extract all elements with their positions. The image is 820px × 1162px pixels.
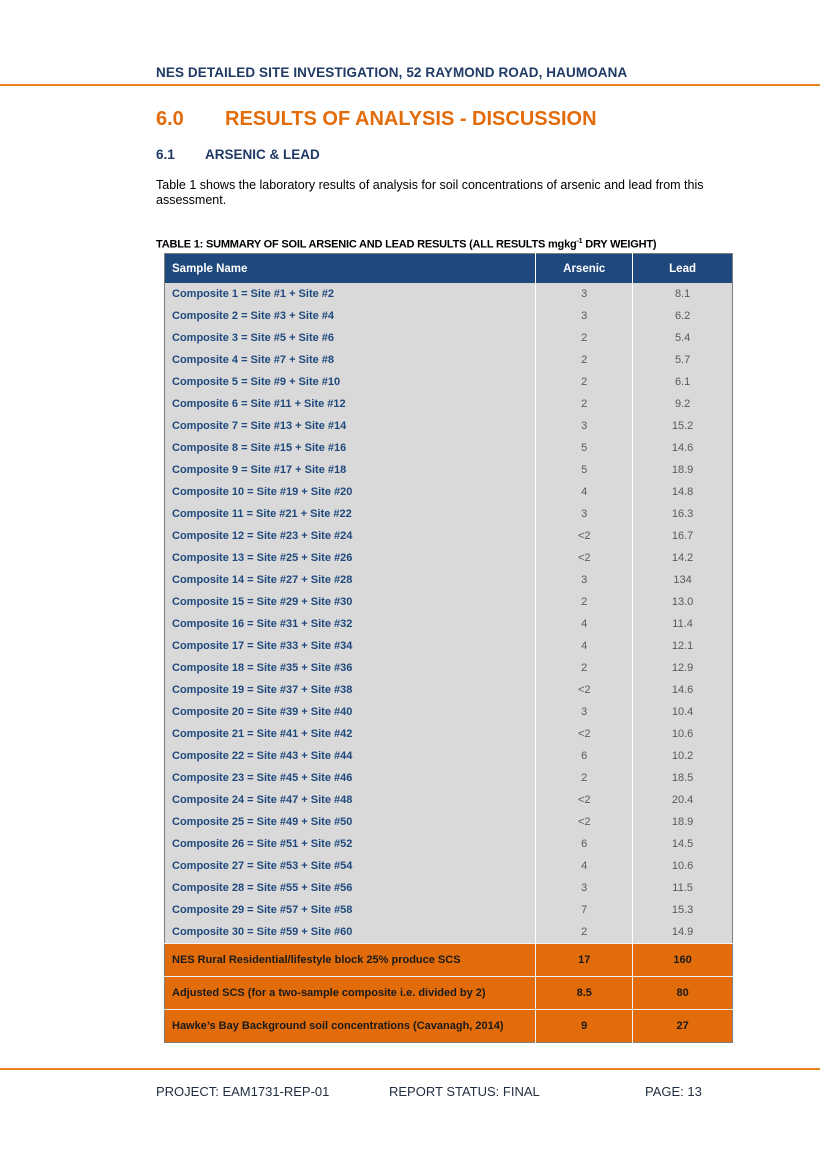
arsenic-cell: 4 — [536, 481, 633, 503]
caption-superscript: -1 — [576, 238, 583, 245]
arsenic-cell: 4 — [536, 855, 633, 877]
arsenic-cell: 3 — [536, 503, 633, 525]
arsenic-cell: 3 — [536, 701, 633, 723]
arsenic-cell: 2 — [536, 767, 633, 789]
table-row — [165, 723, 733, 745]
table-row — [165, 745, 733, 767]
sample-name-cell: Composite 11 = Site #21 + Site #22 — [165, 503, 536, 525]
sample-name-cell: Composite 16 = Site #31 + Site #32 — [165, 613, 536, 635]
arsenic-cell: 9 — [536, 1010, 633, 1043]
arsenic-cell: 2 — [536, 921, 633, 944]
lead-cell: 18.9 — [633, 459, 733, 481]
table-row — [165, 569, 733, 591]
arsenic-cell: <2 — [536, 525, 633, 547]
lead-cell: 20.4 — [633, 789, 733, 811]
arsenic-cell: <2 — [536, 723, 633, 745]
lead-cell: 5.4 — [633, 327, 733, 349]
lead-cell: 10.2 — [633, 745, 733, 767]
header-sample-name: Sample Name — [165, 254, 536, 284]
table-row — [165, 811, 733, 833]
table-row — [165, 349, 733, 371]
results-table — [164, 253, 733, 1043]
table-body — [165, 283, 733, 1043]
table-row — [165, 833, 733, 855]
arsenic-cell: 4 — [536, 635, 633, 657]
table-row — [165, 613, 733, 635]
sample-name-cell: Composite 30 = Site #59 + Site #60 — [165, 921, 536, 944]
lead-cell: 10.4 — [633, 701, 733, 723]
arsenic-cell: <2 — [536, 789, 633, 811]
lead-cell: 10.6 — [633, 855, 733, 877]
lead-cell: 14.2 — [633, 547, 733, 569]
lead-cell: 11.5 — [633, 877, 733, 899]
sample-name-cell: Composite 12 = Site #23 + Site #24 — [165, 525, 536, 547]
footer-project: PROJECT: EAM1731-REP-01 — [156, 1084, 330, 1099]
lead-cell: 14.6 — [633, 679, 733, 701]
sample-name-cell: Composite 29 = Site #57 + Site #58 — [165, 899, 536, 921]
arsenic-cell: 2 — [536, 657, 633, 679]
footer-report-status: REPORT STATUS: FINAL — [389, 1084, 540, 1099]
sample-name-cell: Composite 17 = Site #33 + Site #34 — [165, 635, 536, 657]
arsenic-cell: 3 — [536, 305, 633, 327]
footer-page-number: PAGE: 13 — [645, 1084, 702, 1099]
sample-name-cell: Composite 15 = Site #29 + Site #30 — [165, 591, 536, 613]
lead-cell: 16.7 — [633, 525, 733, 547]
arsenic-cell: 4 — [536, 613, 633, 635]
header-arsenic: Arsenic — [536, 254, 633, 284]
sample-name-cell: Composite 9 = Site #17 + Site #18 — [165, 459, 536, 481]
sample-name-cell: Composite 28 = Site #55 + Site #56 — [165, 877, 536, 899]
table-row — [165, 525, 733, 547]
table-row — [165, 437, 733, 459]
lead-cell: 9.2 — [633, 393, 733, 415]
table-header-row — [165, 254, 733, 284]
sample-name-cell: Composite 8 = Site #15 + Site #16 — [165, 437, 536, 459]
sample-name-cell: Adjusted SCS (for a two-sample composite i.e. divided by 2) — [165, 977, 536, 1010]
document-header: NES DETAILED SITE INVESTIGATION, 52 RAYMOND ROAD, HAUMOANA — [156, 65, 628, 80]
arsenic-cell: 5 — [536, 437, 633, 459]
arsenic-cell: 2 — [536, 393, 633, 415]
lead-cell: 18.9 — [633, 811, 733, 833]
arsenic-cell: 3 — [536, 569, 633, 591]
sample-name-cell: Composite 6 = Site #11 + Site #12 — [165, 393, 536, 415]
summary-row — [165, 1010, 733, 1043]
table-row — [165, 393, 733, 415]
table-row — [165, 459, 733, 481]
arsenic-cell: 2 — [536, 591, 633, 613]
table-row — [165, 679, 733, 701]
arsenic-cell: 17 — [536, 944, 633, 977]
table-row — [165, 767, 733, 789]
sample-name-cell: Composite 25 = Site #49 + Site #50 — [165, 811, 536, 833]
lead-cell: 10.6 — [633, 723, 733, 745]
arsenic-cell: 2 — [536, 349, 633, 371]
lead-cell: 12.1 — [633, 635, 733, 657]
lead-cell: 18.5 — [633, 767, 733, 789]
sample-name-cell: Composite 7 = Site #13 + Site #14 — [165, 415, 536, 437]
table-caption — [156, 238, 656, 251]
arsenic-cell: 8.5 — [536, 977, 633, 1010]
lead-cell: 134 — [633, 569, 733, 591]
arsenic-cell: <2 — [536, 547, 633, 569]
footer-divider — [0, 1068, 820, 1070]
sample-name-cell: Composite 1 = Site #1 + Site #2 — [165, 283, 536, 305]
sample-name-cell: Composite 24 = Site #47 + Site #48 — [165, 789, 536, 811]
sample-name-cell: Composite 13 = Site #25 + Site #26 — [165, 547, 536, 569]
arsenic-cell: 6 — [536, 833, 633, 855]
table-row — [165, 921, 733, 944]
arsenic-cell: 3 — [536, 283, 633, 305]
section-title: RESULTS OF ANALYSIS - DISCUSSION — [225, 108, 597, 130]
caption-text-end: DRY WEIGHT) — [582, 238, 657, 251]
lead-cell: 15.3 — [633, 899, 733, 921]
lead-cell: 6.2 — [633, 305, 733, 327]
lead-cell: 6.1 — [633, 371, 733, 393]
summary-row — [165, 977, 733, 1010]
sample-name-cell: Composite 10 = Site #19 + Site #20 — [165, 481, 536, 503]
arsenic-cell: 3 — [536, 415, 633, 437]
lead-cell: 14.6 — [633, 437, 733, 459]
lead-cell: 12.9 — [633, 657, 733, 679]
sample-name-cell: Composite 14 = Site #27 + Site #28 — [165, 569, 536, 591]
header-lead: Lead — [633, 254, 733, 284]
lead-cell: 16.3 — [633, 503, 733, 525]
subsection-number: 6.1 — [156, 147, 175, 162]
table-row — [165, 877, 733, 899]
lead-cell: 15.2 — [633, 415, 733, 437]
table-row — [165, 503, 733, 525]
table-row — [165, 701, 733, 723]
sample-name-cell: Composite 21 = Site #41 + Site #42 — [165, 723, 536, 745]
header-divider — [0, 84, 820, 86]
table-row — [165, 547, 733, 569]
lead-cell: 14.5 — [633, 833, 733, 855]
lead-cell: 11.4 — [633, 613, 733, 635]
arsenic-cell: 7 — [536, 899, 633, 921]
arsenic-cell: <2 — [536, 811, 633, 833]
arsenic-cell: <2 — [536, 679, 633, 701]
arsenic-cell: 5 — [536, 459, 633, 481]
table-row — [165, 371, 733, 393]
sample-name-cell: Hawke’s Bay Background soil concentrations (Cavanagh, 2014) — [165, 1010, 536, 1043]
sample-name-cell: Composite 22 = Site #43 + Site #44 — [165, 745, 536, 767]
table-row — [165, 855, 733, 877]
caption-text: TABLE 1: SUMMARY OF SOIL ARSENIC AND LEAD RESULTS (ALL RESULTS mgkg — [156, 238, 577, 251]
sample-name-cell: Composite 2 = Site #3 + Site #4 — [165, 305, 536, 327]
arsenic-cell: 3 — [536, 877, 633, 899]
sample-name-cell: Composite 19 = Site #37 + Site #38 — [165, 679, 536, 701]
lead-cell: 14.8 — [633, 481, 733, 503]
lead-cell: 27 — [633, 1010, 733, 1043]
sample-name-cell: Composite 3 = Site #5 + Site #6 — [165, 327, 536, 349]
subsection-title: ARSENIC & LEAD — [205, 147, 320, 162]
arsenic-cell: 2 — [536, 327, 633, 349]
sample-name-cell: Composite 20 = Site #39 + Site #40 — [165, 701, 536, 723]
arsenic-cell: 6 — [536, 745, 633, 767]
sample-name-cell: Composite 18 = Site #35 + Site #36 — [165, 657, 536, 679]
lead-cell: 14.9 — [633, 921, 733, 944]
lead-cell: 160 — [633, 944, 733, 977]
section-number: 6.0 — [156, 108, 184, 130]
intro-paragraph: Table 1 shows the laboratory results of analysis for soil concentrations of arsenic and lead from this assessment. — [156, 178, 704, 207]
table-row — [165, 305, 733, 327]
lead-cell: 8.1 — [633, 283, 733, 305]
table-row — [165, 635, 733, 657]
sample-name-cell: Composite 26 = Site #51 + Site #52 — [165, 833, 536, 855]
lead-cell: 5.7 — [633, 349, 733, 371]
lead-cell: 80 — [633, 977, 733, 1010]
table-row — [165, 591, 733, 613]
table-row — [165, 899, 733, 921]
table-row — [165, 481, 733, 503]
table-row — [165, 327, 733, 349]
table-row — [165, 789, 733, 811]
lead-cell: 13.0 — [633, 591, 733, 613]
table-row — [165, 657, 733, 679]
table-row — [165, 283, 733, 305]
arsenic-cell: 2 — [536, 371, 633, 393]
sample-name-cell: Composite 27 = Site #53 + Site #54 — [165, 855, 536, 877]
table-row — [165, 415, 733, 437]
sample-name-cell: Composite 4 = Site #7 + Site #8 — [165, 349, 536, 371]
sample-name-cell: Composite 23 = Site #45 + Site #46 — [165, 767, 536, 789]
sample-name-cell: Composite 5 = Site #9 + Site #10 — [165, 371, 536, 393]
sample-name-cell: NES Rural Residential/lifestyle block 25% produce SCS — [165, 944, 536, 977]
summary-row — [165, 944, 733, 977]
